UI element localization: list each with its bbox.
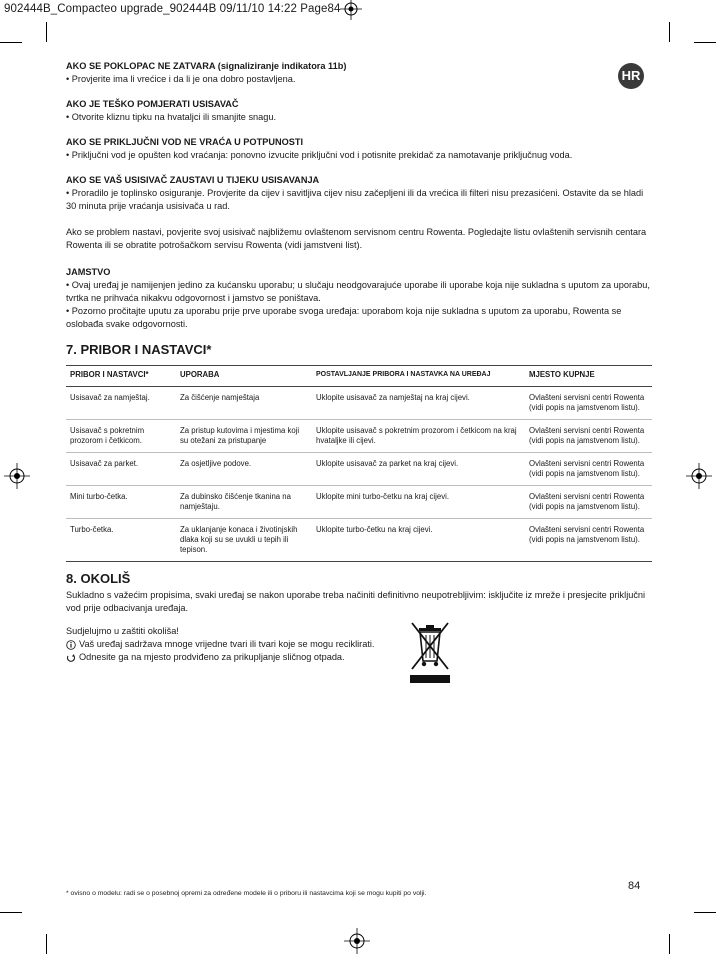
warranty-block (66, 266, 652, 331)
table-header-cell: POSTAVLJANJE PRIBORA I NASTAVKA NA UREĐAJ (312, 366, 525, 387)
troubleshooting-text: • Provjerite ima li vrećice i da li je ona dobro postavljena. (66, 74, 296, 84)
table-row (66, 453, 652, 486)
table-cell: Uklopite usisavač s pokretnim prozorom i četkicom na kraj hvataljke ili cijevi. (312, 420, 525, 453)
warranty-line: • Pozorno pročitajte uputu za uporabu prije prve uporabe svoga uređaja: uporabom koja nije sukladna s uputom za uporabu, Rowenta se oslobađa svake odgovornosti. (66, 306, 622, 329)
table-row (66, 486, 652, 519)
page-number: 84 (628, 880, 641, 892)
table-cell: Ovlašteni servisni centri Rowenta (vidi popis na jamstvenom listu). (525, 453, 652, 486)
warranty-line: • Ovaj uređaj je namijenjen jedino za kućansku uporabu; u slučaju neodgovarajuće uporabe ili uporabe koja nije sukladna s uputom za uporabu, tvrtka ne prihvaća nikakvu odgovornost i jamstvo se poništava. (66, 280, 650, 303)
section-7-title: 7. PRIBOR I NASTAVCI* (66, 342, 212, 357)
table-header-row (66, 366, 652, 387)
table-cell: Uklopite turbo-četku na kraj cijevi. (312, 519, 525, 562)
table-cell: Uklopite mini turbo-četku na kraj cijevi. (312, 486, 525, 519)
table-cell: Mini turbo-četka. (66, 486, 176, 519)
troubleshooting-heading: AKO SE POKLOPAC NE ZATVARA (signaliziranje indikatora 11b) (66, 61, 347, 71)
warranty-heading: JAMSTVO (66, 267, 111, 277)
table-cell: Za čišćenje namještaja (176, 387, 312, 420)
environment-line-text: Vaš uređaj sadržava mnoge vrijedne tvari ili tvari koje se mogu reciklirati. (79, 639, 375, 649)
table-cell: Uklopite usisavač za namještaj na kraj cijevi. (312, 387, 525, 420)
environment-line-text: Odnesite ga na mjesto prodviđeno za prikupljanje sličnog otpada. (79, 652, 345, 662)
table-row (66, 519, 652, 562)
registration-mark-icon (344, 928, 370, 954)
environment-block (66, 625, 652, 705)
table-cell: Ovlašteni servisni centri Rowenta (vidi popis na jamstvenom listu). (525, 420, 652, 453)
language-badge: HR (618, 63, 644, 89)
table-row (66, 387, 652, 420)
environment-title: Sudjelujmo u zaštiti okoliša! (66, 626, 179, 636)
troubleshooting-text: • Otvorite kliznu tipku na hvataljci ili smanjite snagu. (66, 112, 277, 122)
troubleshooting-item (66, 60, 652, 86)
table-cell: Ovlašteni servisni centri Rowenta (vidi popis na jamstvenom listu). (525, 486, 652, 519)
info-circle-icon (66, 640, 76, 650)
troubleshooting-item (66, 136, 652, 162)
table-cell: Usisavač s pokretnim prozorom i četkicom. (66, 420, 176, 453)
page-content (66, 60, 652, 705)
accessories-table (66, 365, 652, 562)
table-cell: Turbo-četka. (66, 519, 176, 562)
registration-mark-icon (340, 0, 362, 20)
troubleshooting-heading: AKO JE TEŠKO POMJERATI USISAVAČ (66, 99, 239, 109)
table-cell: Uklopite usisavač za parket na kraj cijevi. (312, 453, 525, 486)
service-paragraph (66, 226, 652, 252)
table-cell: Usisavač za namještaj. (66, 387, 176, 420)
table-cell: Usisavač za parket. (66, 453, 176, 486)
table-header-cell: MJESTO KUPNJE (525, 366, 652, 387)
troubleshooting-item (66, 174, 652, 213)
footnote: * ovisno o modelu: radi se o posebnoj opremi za određene modele ili o priboru ili nastavcima koji se mogu kupiti po volji. (66, 890, 427, 897)
print-slug-header: 902444B_Compacteo upgrade_902444B 09/11/10 14:22 Page84 (4, 3, 341, 15)
table-header-cell: UPORABA (176, 366, 312, 387)
environment-line (66, 638, 652, 651)
table-cell: Za dubinsko čišćenje tkanina na namještaju. (176, 486, 312, 519)
troubleshooting-heading: AKO SE VAŠ USISIVAČ ZAUSTAVI U TIJEKU USISAVANJA (66, 175, 320, 185)
section-8-text: Sukladno s važećim propisima, svaki uređaj se nakon uporabe treba načiniti definitivno neupotrebljivim: isključite iz mreže i presjecite priključni vod prije odbacivanja uređaja. (66, 590, 646, 613)
section-8-title: 8. OKOLIŠ (66, 571, 131, 586)
registration-mark-icon (4, 463, 30, 489)
table-header-cell: PRIBOR I NASTAVCI* (66, 366, 176, 387)
troubleshooting-item (66, 98, 652, 124)
registration-mark-icon (686, 463, 712, 489)
table-row (66, 420, 652, 453)
table-cell: Ovlašteni servisni centri Rowenta (vidi popis na jamstvenom listu). (525, 387, 652, 420)
service-text: Ako se problem nastavi, povjerite svoj usisivač najbližemu ovlaštenom servisnom centru Rowenta. Pogledajte listu ovlaštenih servisnih centara Rowenta ili se obratite potrošačkom servisu Rowenta (vidi jamstveni list). (66, 227, 647, 250)
troubleshooting-heading: AKO SE PRIKLJUČNI VOD NE VRAĆA U POTPUNOSTI (66, 137, 304, 147)
table-cell: Ovlašteni servisni centri Rowenta (vidi popis na jamstvenom listu). (525, 519, 652, 562)
table-cell: Za uklanjanje konaca i životinjskih dlaka koji su se uvukli u tepih ili tepison. (176, 519, 312, 562)
environment-line (66, 651, 652, 664)
troubleshooting-text: • Priključni vod je opušten kod vraćanja: ponovno izvucite priključni vod i potisnite prekidač za namotavanje priključnug voda. (66, 150, 573, 160)
troubleshooting-text: • Proradilo je toplinsko osiguranje. Provjerite da cijev i savitljiva cijev nisu začepljeni ili da vrećica ili filteri nisu prezasićeni. Ostavite da se hladi 30 minuta prije vraćanja usisivača u rad. (66, 188, 644, 211)
table-cell: Za osjetljive podove. (176, 453, 312, 486)
recycle-arrow-icon (66, 653, 76, 663)
table-cell: Za pristup kutovima i mjestima koji su otežani za pristupanje (176, 420, 312, 453)
crossed-out-wheelie-bin-icon (408, 619, 452, 685)
